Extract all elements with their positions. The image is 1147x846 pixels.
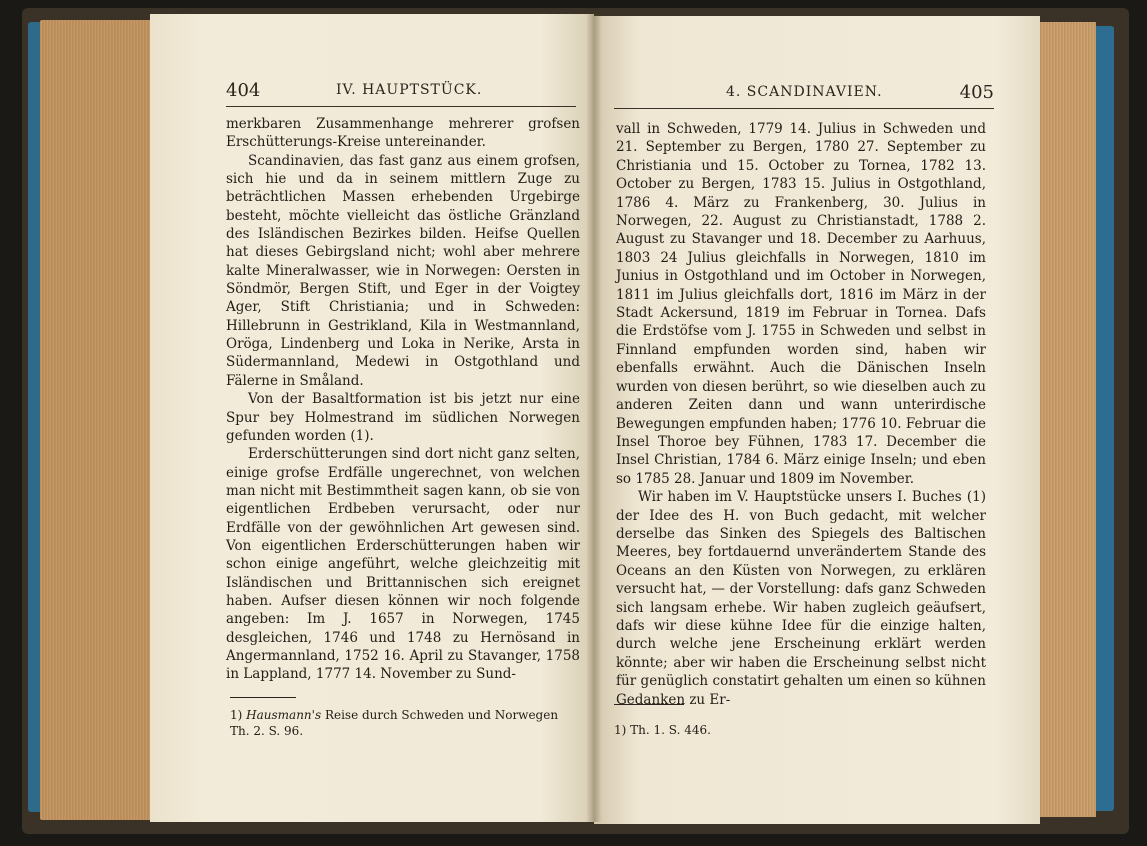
right-header-rule (614, 108, 994, 109)
left-page-header (226, 76, 576, 110)
right-footnote-rule (614, 704, 684, 705)
left-header-rule (226, 106, 576, 107)
right-body-text (616, 120, 986, 709)
left-page-edges (40, 20, 152, 820)
right-page-header (614, 78, 994, 112)
right-paragraph-1: vall in Schweden, 1779 14. Julius in Schweden und 21. September zu Bergen, 1780 27. September zu Christiania und 15. October zu Tornea, 1782 13. October zu Bergen, 1783 15. Julius in Ostgothland, 1786 4. März zu Frankenberg, 30. Julius in Norwegen, 22. August zu Christianstadt, 1788 2. August zu Stavanger und 18. December zu Aarhuus, 1803 24 Julius gleichfalls in Norwegen, 1810 im Junius in Ostgothland und im October in Norwegen, 1811 im Julius gleichfalls dort, 1816 im März in der Stadt Ackersund, 1819 im Februar in Tornea. Dafs die Erdstöfse vom J. 1755 in Schweden und selbst in Finnland empfunden worden sind, haben wir ebenfalls erwähnt. Auch die Dänischen Inseln wurden von diesen berührt, so wie dieselben auch zu anderen Zeiten dann und wann unterirdische Bewegungen empfunden haben; 1776 10. Februar die Insel Thoroe bey Fühnen, 1783 17. December die Insel Christian, 1784 6. März einige Inseln; und eben so 1785 28. Januar und 1809 im November. (616, 121, 987, 487)
left-footnote-marker: 1) (230, 708, 243, 722)
left-page (150, 14, 594, 822)
left-footnote-text: Reise durch Schweden und Norwegen Th. 2. S. 96. (230, 708, 559, 738)
right-page-number: 405 (959, 82, 994, 103)
left-page-number: 404 (226, 80, 261, 101)
right-chapter-title: 4. SCANDINAVIEN. (726, 84, 883, 100)
left-paragraph-3: Von der Basaltformation ist bis jetzt nur eine Spur bey Holmestrand im südlichen Norwegen gefunden worden (1). (226, 391, 580, 444)
left-footnote-author: Hausmann's (246, 708, 322, 722)
right-footnote-marker: 1) (614, 723, 627, 737)
right-page (594, 16, 1040, 824)
right-footnote (614, 722, 914, 738)
left-paragraph-1: merkbaren Zusammenhange mehrerer grofsen Erschütterungs-Kreise untereinander. (226, 116, 580, 151)
right-cover-edge (1094, 26, 1114, 811)
right-footnote-text: Th. 1. S. 446. (630, 723, 711, 737)
left-body-text (226, 115, 580, 684)
left-paragraph-2: Scandinavien, das fast ganz aus einem grofsen, sich hie und da in seinem mittlern Zuge zu beträchtlichen Massen erhebenden Urgebirge besteht, möchte vielleicht das östliche Gränzland des Isländischen Bezirkes bilden. Heifse Quellen hat dieses Gebirgsland nicht; wohl aber mehrere kalte Mineralwasser, wie in Norwegen: Oersten in Söndmör, Bergen Stift, und Eger in der Voigtey Ager, Stift Christiania; und in Schweden: Hillebrunn in Gestrikland, Kila in Westmannland, Oröga, Lindenberg und Loka in Nerike, Arsta in Südermannland, Medewi in Ostgothland und Fälerne in Småland. (226, 152, 580, 389)
left-footnote (230, 707, 570, 739)
left-footnote-rule (230, 697, 296, 698)
right-page-edges (1038, 22, 1096, 817)
right-paragraph-2: Wir haben im V. Hauptstücke unsers I. Buches (1) der Idee des H. von Buch gedacht, mit welcher derselbe das Sinken des Spiegels des Baltischen Meeres, bey fortdauernd unverändertem Stande des Oceans an den Küsten von Norwegen, zu erklären versucht hat, — der Vorstellung: dafs ganz Schweden sich langsam erhebe. Wir haben zugleich geäufsert, dafs wir diese kühne Idee für die einzige halten, durch welche jene Erscheinung erklärt werden könnte; aber wir haben die Erscheinung selbst nicht für genüglich constatirt gehalten um einen so kühnen Gedanken zu Er- (616, 489, 986, 708)
left-chapter-title: IV. HAUPTSTÜCK. (336, 82, 483, 98)
left-paragraph-4: Erderschütterungen sind dort nicht ganz selten, einige grofse Erdfälle ungerechnet, von welchen man nicht mit Bestimmtheit sagen kann, ob sie von eigentlichen Erdbeben verursacht, oder nur Erdfälle von der gewöhnlichen Art gewesen sind. Von eigentlichen Erderschütterungen haben wir schon einige angeführt, welche gleichzeitig mit Isländischen und Brittannischen sich ereignet haben. Aufser diesen können wir noch folgende angeben: Im J. 1657 in Norwegen, 1745 desgleichen, 1746 und 1748 zu Hernösand in Angermannland, 1752 16. April zu Stavanger, 1758 in Lappland, 1777 14. November zu Sund- (226, 446, 580, 683)
book-gutter (586, 14, 602, 822)
